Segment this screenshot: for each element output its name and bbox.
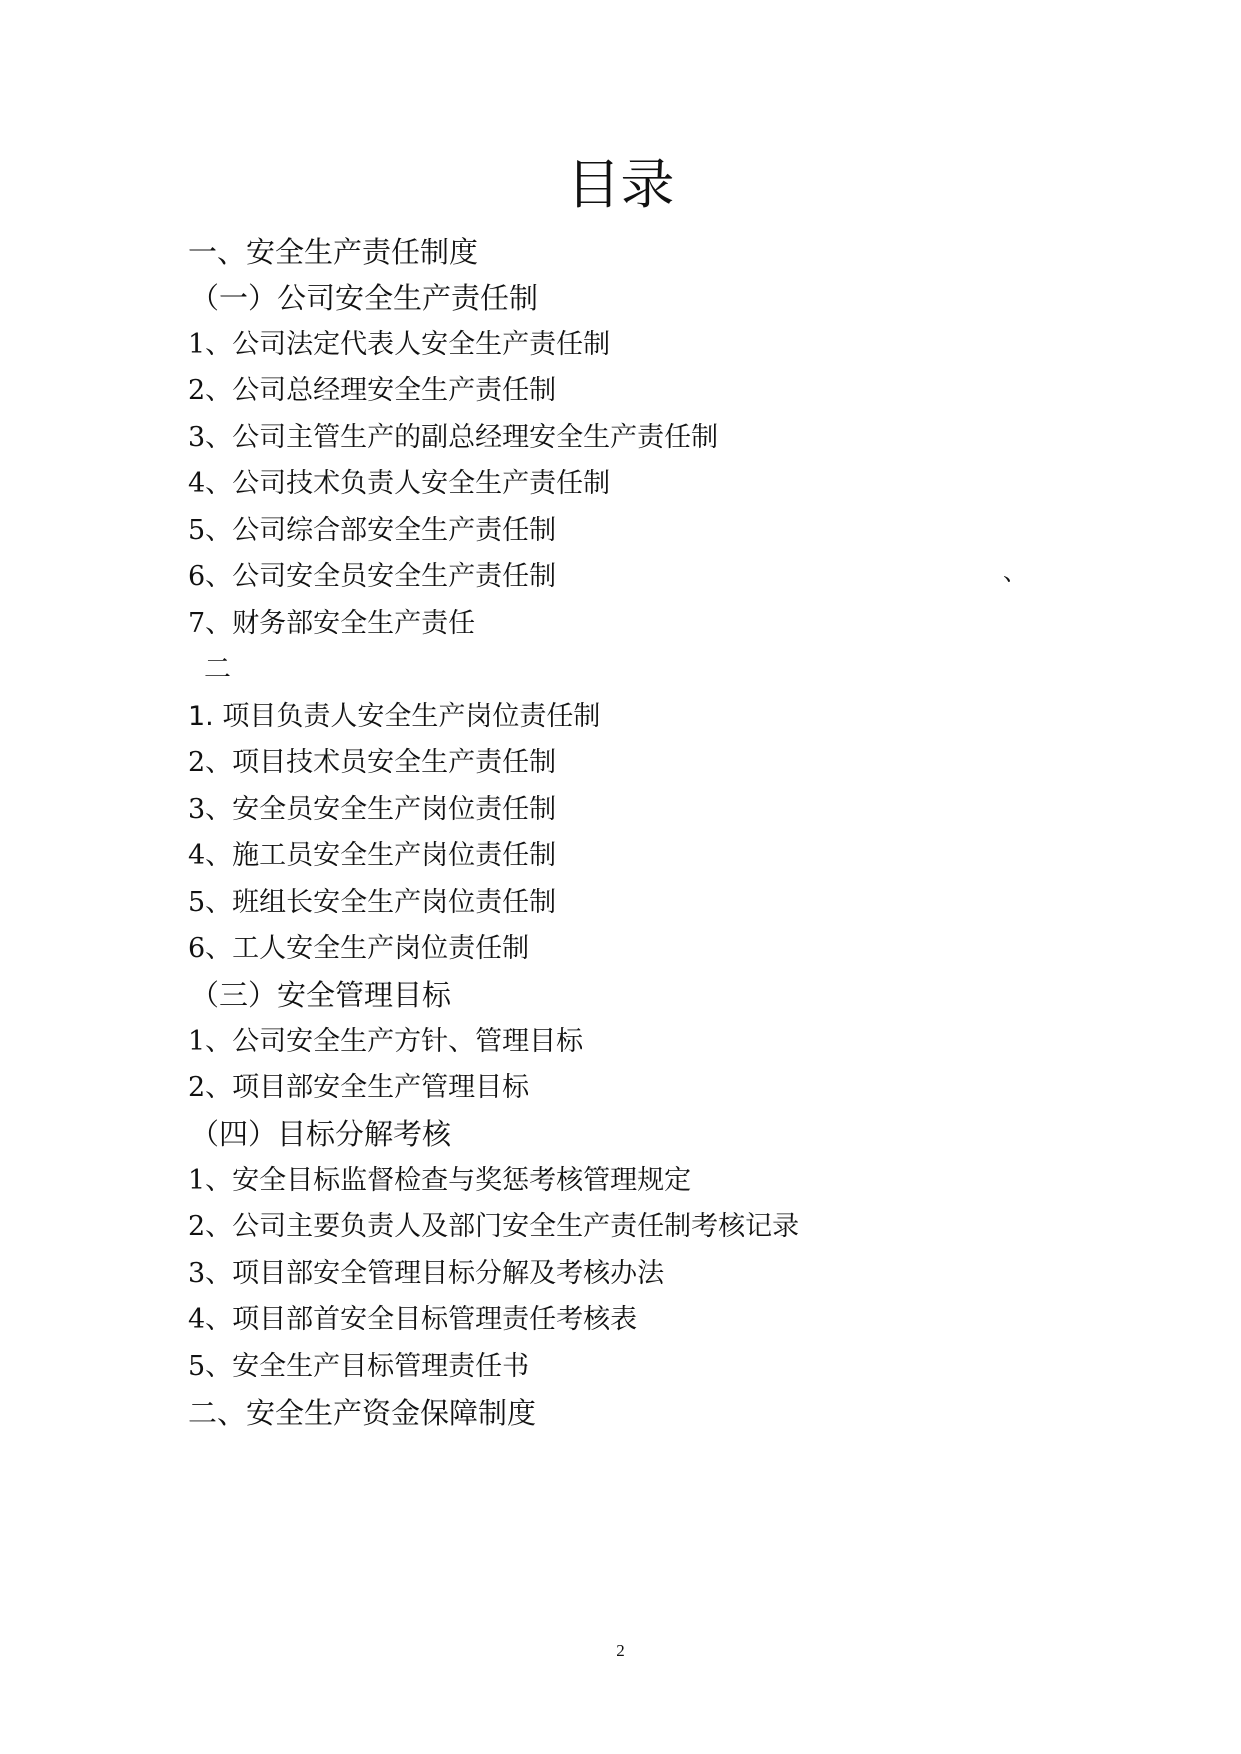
toc-item [188,697,600,737]
toc-item: 4、项目部首安全目标管理责任考核表 [188,1304,638,1335]
page-number: 2 [616,1641,625,1660]
toc-item: 1、公司法定代表人安全生产责任制 [188,329,611,360]
toc-item: 2、公司主要负责人及部门安全生产责任制考核记录 [188,1211,800,1242]
toc-item: 2、公司总经理安全生产责任制 [188,375,557,406]
toc-item: 1、安全目标监督检查与奖惩考核管理规定 [188,1165,692,1196]
toc-item: 5、公司综合部安全生产责任制 [188,515,557,546]
toc-item: 1、公司安全生产方针、管理目标 [188,1026,584,1057]
toc-item: 2、项目技术员安全生产责任制 [188,747,557,778]
toc-item: 4、施工员安全生产岗位责任制 [188,840,557,871]
toc-item: 3、公司主管生产的副总经理安全生产责任制 [188,422,719,453]
toc-item-prefix: 1. 项目负责人 [188,701,358,732]
toc-item: 4、公司技术负责人安全生产责任制 [188,468,611,499]
page-title: 目录 [566,153,675,216]
toc-subsection-3: （三）安全管理目标 [190,978,452,1012]
toc-item-suffix: 安全生产岗位责任制 [357,701,601,732]
toc-subsection-1: （一）公司安全生产责任制 [190,281,539,315]
toc-section-1: 一、安全生产责任制度 [188,235,479,269]
toc-item: 6、公司安全员安全生产责任制 [188,561,557,592]
stray-mark: 、 [1003,558,1027,586]
toc-item: 5、安全生产目标管理责任书 [188,1351,530,1382]
toc-section-2: 二、安全生产资金保障制度 [188,1396,537,1430]
toc-item: 6、工人安全生产岗位责任制 [188,933,530,964]
toc-item: 5、班组长安全生产岗位责任制 [188,887,557,918]
toc-item: 3、安全员安全生产岗位责任制 [188,794,557,825]
toc-subsection-4: （四）目标分解考核 [190,1117,452,1151]
toc-item: 3、项目部安全管理目标分解及考核办法 [188,1258,665,1289]
toc-subsection-2-fragment: 二 [204,654,231,685]
toc-item: 7、财务部安全生产责任 [188,608,476,639]
toc-item: 2、项目部安全生产管理目标 [188,1072,530,1103]
